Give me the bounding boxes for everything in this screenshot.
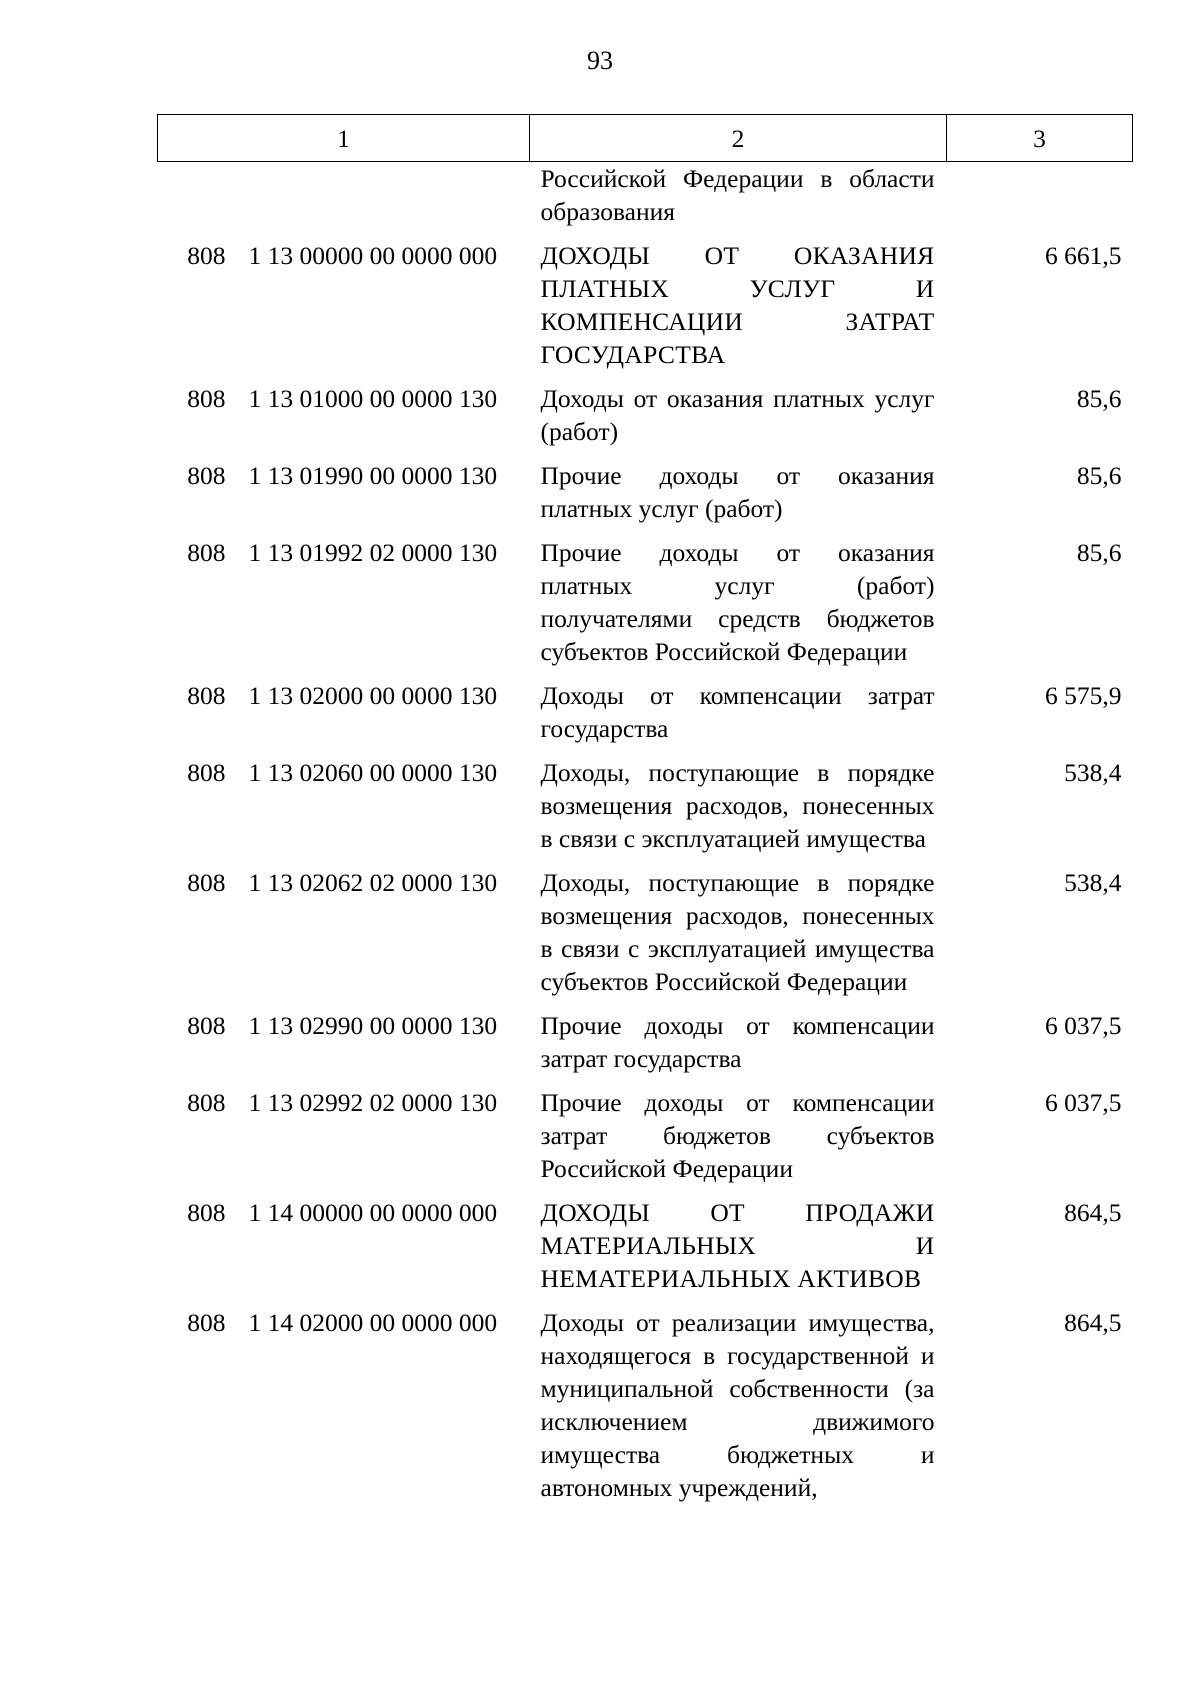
revenue-amount: 538,4 [1064,868,1122,897]
revenue-name: Доходы от оказания платных услуг (работ) [540,384,935,446]
revenue-name: Прочие доходы от компенсации затрат государства [540,1011,935,1073]
admin-code: 808 [187,384,226,413]
revenue-name: Доходы от компенсации затрат государства [540,681,935,743]
revenue-name: Доходы, поступающие в порядке возмещения расходов, понесенных в связи с эксплуатацией имущества субъектов Российской Федерации [540,868,935,996]
revenue-amount: 6 037,5 [1045,1088,1122,1117]
admin-code: 808 [187,1088,226,1117]
admin-code: 808 [187,461,226,490]
revenue-amount: 6 661,5 [1045,241,1122,270]
revenue-name: Прочие доходы от оказания платных услуг (работ) [540,461,935,523]
admin-code: 808 [187,758,226,787]
revenue-name: ДОХОДЫ ОТ ОКАЗАНИЯ ПЛАТНЫХ УСЛУГ И КОМПЕНСАЦИИ ЗАТРАТ ГОСУДАРСТВА [540,241,935,369]
admin-code: 808 [187,538,226,567]
table-header [158,115,1133,162]
admin-code: 808 [187,868,226,897]
revenue-amount: 538,4 [1064,758,1122,787]
table-row [158,1306,1133,1515]
continuation-text: Российской Федерации в области образования [540,164,935,226]
revenue-amount: 85,6 [1076,384,1122,413]
table-row [158,679,1133,756]
table-row [158,866,1133,1009]
admin-code: 808 [187,1198,226,1227]
table-row [158,459,1133,536]
revenue-name: Прочие доходы от оказания платных услуг (работ) получателями средств бюджетов субъектов Российской Федерации [540,538,935,666]
table-row [158,382,1133,459]
revenue-name: Доходы, поступающие в порядке возмещения расходов, понесенных в связи с эксплуатацией имущества [540,758,935,853]
admin-code: 808 [187,1308,226,1337]
revenue-name: ДОХОДЫ ОТ ПРОДАЖИ МАТЕРИАЛЬНЫХ И НЕМАТЕРИАЛЬНЫХ АКТИВОВ [540,1198,935,1293]
column-header-3: 3 [947,115,1133,162]
revenue-name: Прочие доходы от компенсации затрат бюджетов субъектов Российской Федерации [540,1088,935,1183]
revenue-code: 1 13 02990 00 0000 130 [248,1011,498,1040]
revenue-code: 1 13 02062 02 0000 130 [248,868,498,897]
table-row [158,756,1133,866]
revenue-amount: 864,5 [1064,1308,1122,1337]
revenue-amount: 864,5 [1064,1198,1122,1227]
table-row [158,1009,1133,1086]
admin-code: 808 [187,1011,226,1040]
column-header-1: 1 [158,115,530,162]
revenue-code: 1 13 01000 00 0000 130 [248,384,498,413]
page-number: 93 [587,46,613,75]
revenue-table [157,114,1133,1515]
revenue-amount: 85,6 [1076,538,1122,567]
revenue-amount: 6 037,5 [1045,1011,1122,1040]
revenue-code: 1 14 02000 00 0000 000 [248,1308,498,1337]
revenue-name: Доходы от реализации имущества, находящегося в государственной и муниципальной собственности (за исключением движимого имущества бюджетных и автономных учреждений, [540,1308,935,1502]
revenue-code: 1 13 02000 00 0000 130 [248,681,498,710]
table-row [158,239,1133,382]
revenue-code: 1 13 01992 02 0000 130 [248,538,498,567]
admin-code: 808 [187,241,226,270]
admin-code: 808 [187,681,226,710]
revenue-code: 1 13 02992 02 0000 130 [248,1088,498,1117]
revenue-code: 1 13 01990 00 0000 130 [248,461,498,490]
continuation-row [158,162,1133,240]
revenue-amount: 85,6 [1076,461,1122,490]
revenue-amount: 6 575,9 [1045,681,1122,710]
table-row [158,1086,1133,1196]
revenue-code: 1 13 00000 00 0000 000 [248,241,498,270]
revenue-code: 1 14 00000 00 0000 000 [248,1198,498,1227]
table-row [158,536,1133,679]
revenue-code: 1 13 02060 00 0000 130 [248,758,498,787]
column-header-2: 2 [530,115,947,162]
table-row [158,1196,1133,1306]
